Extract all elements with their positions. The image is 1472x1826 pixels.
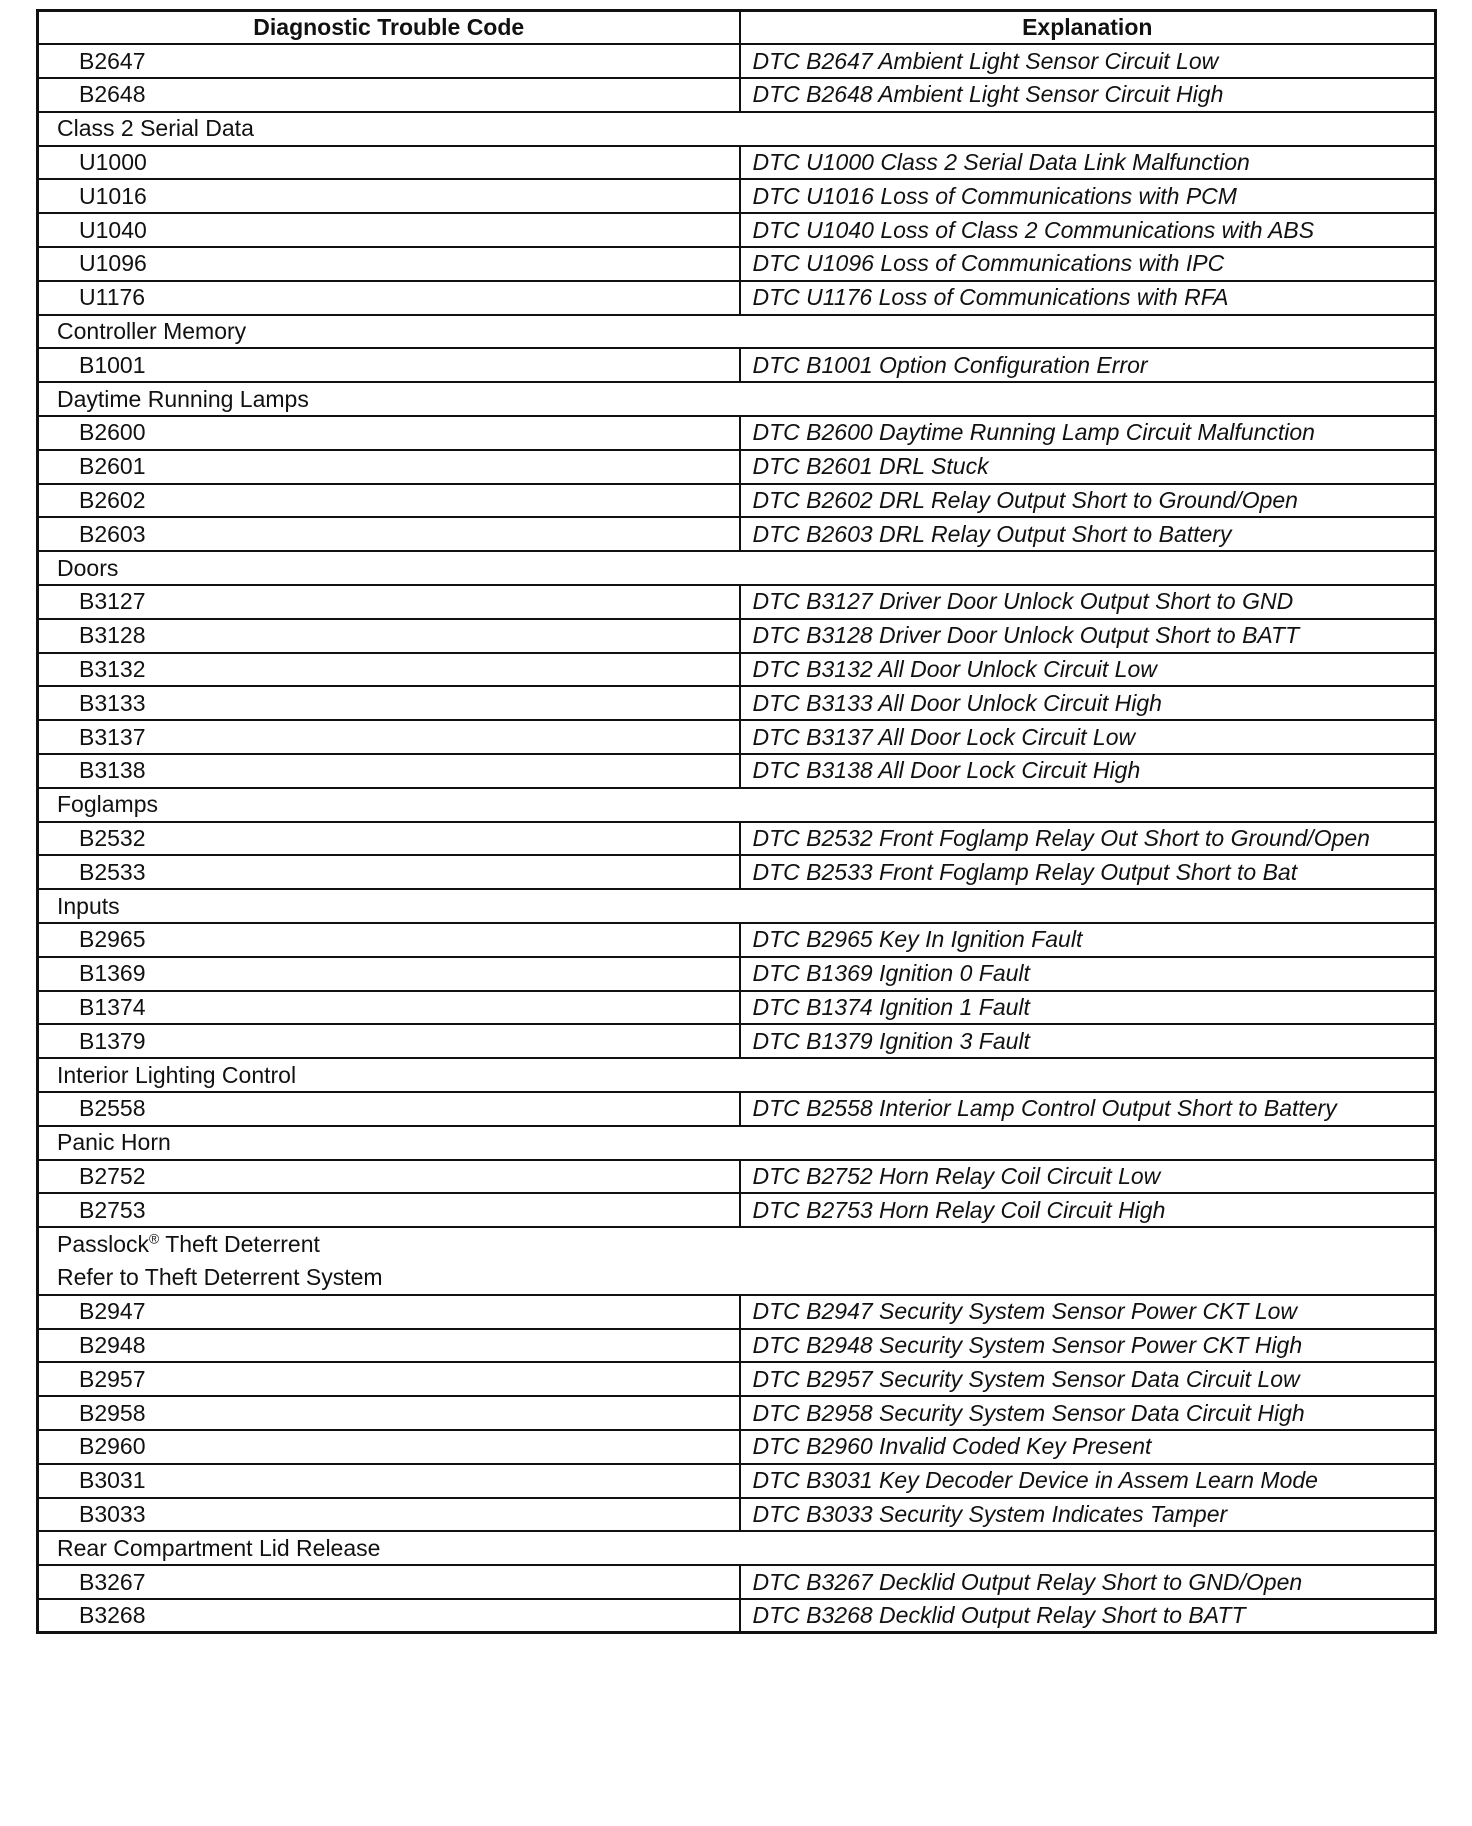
table-row (38, 179, 1436, 213)
section-row (38, 1227, 1436, 1261)
table-row (38, 720, 1436, 754)
table-row (38, 1599, 1436, 1633)
table-row (38, 754, 1436, 788)
section-label: Interior Lighting Control (57, 1061, 297, 1088)
dtc-code: B3127 (38, 585, 740, 619)
dtc-code: B1369 (38, 957, 740, 991)
section-label: Class 2 Serial Data (57, 115, 254, 142)
table-row (38, 653, 1436, 687)
section-label: Refer to Theft Deterrent System (57, 1263, 383, 1290)
dtc-explanation: DTC B2601 DRL Stuck (740, 450, 1436, 484)
dtc-code: U1000 (38, 146, 740, 180)
dtc-code: B2600 (38, 416, 740, 450)
dtc-explanation: DTC B2648 Ambient Light Sensor Circuit High (740, 78, 1436, 112)
dtc-explanation: DTC B2753 Horn Relay Coil Circuit High (740, 1193, 1436, 1227)
dtc-code: B2648 (38, 78, 740, 112)
table-row (38, 1329, 1436, 1363)
dtc-explanation: DTC B3031 Key Decoder Device in Assem Learn Mode (740, 1464, 1436, 1498)
table-row (38, 1160, 1436, 1194)
dtc-explanation: DTC B2947 Security System Sensor Power CKT Low (740, 1295, 1436, 1329)
dtc-explanation: DTC B2532 Front Foglamp Relay Out Short to Ground/Open (740, 822, 1436, 856)
header-row (38, 11, 1436, 45)
table-row (38, 281, 1436, 315)
table-row (38, 686, 1436, 720)
table-row (38, 1464, 1436, 1498)
table-row (38, 923, 1436, 957)
section-label: Inputs (57, 892, 120, 919)
dtc-explanation: DTC B3267 Decklid Output Relay Short to GND/Open (740, 1565, 1436, 1599)
dtc-code: U1176 (38, 281, 740, 315)
table-row (38, 585, 1436, 619)
dtc-explanation: DTC B1369 Ignition 0 Fault (740, 957, 1436, 991)
section-heading (38, 1227, 1436, 1261)
dtc-code: B3267 (38, 1565, 740, 1599)
dtc-explanation: DTC B2533 Front Foglamp Relay Output Short to Bat (740, 855, 1436, 889)
dtc-code: B3128 (38, 619, 740, 653)
table-row (38, 1024, 1436, 1058)
registered-mark: ® (149, 1231, 160, 1247)
table-row (38, 1092, 1436, 1126)
section-heading (38, 1531, 1436, 1565)
table-row (38, 517, 1436, 551)
table-row (38, 146, 1436, 180)
table-row (38, 1430, 1436, 1464)
section-heading (38, 551, 1436, 585)
table-row (38, 619, 1436, 653)
dtc-explanation: DTC B2647 Ambient Light Sensor Circuit Low (740, 44, 1436, 78)
section-heading (38, 315, 1436, 349)
table-row (38, 1362, 1436, 1396)
table-row (38, 1295, 1436, 1329)
dtc-explanation: DTC B3128 Driver Door Unlock Output Short to BATT (740, 619, 1436, 653)
dtc-code: B2532 (38, 822, 740, 856)
dtc-code: B2647 (38, 44, 740, 78)
dtc-explanation: DTC B2600 Daytime Running Lamp Circuit Malfunction (740, 416, 1436, 450)
section-heading (38, 1126, 1436, 1160)
table-row (38, 991, 1436, 1025)
dtc-code: B2965 (38, 923, 740, 957)
section-row (38, 112, 1436, 146)
dtc-explanation: DTC B3137 All Door Lock Circuit Low (740, 720, 1436, 754)
dtc-code: B2603 (38, 517, 740, 551)
dtc-explanation: DTC B2558 Interior Lamp Control Output Short to Battery (740, 1092, 1436, 1126)
dtc-explanation: DTC U1000 Class 2 Serial Data Link Malfunction (740, 146, 1436, 180)
section-row (38, 788, 1436, 822)
table-row (38, 213, 1436, 247)
section-label: Foglamps (57, 791, 158, 818)
dtc-code: U1040 (38, 213, 740, 247)
dtc-code: B1374 (38, 991, 740, 1025)
table-row (38, 822, 1436, 856)
table-row (38, 1565, 1436, 1599)
section-label: Daytime Running Lamps (57, 385, 309, 412)
dtc-code: B2602 (38, 484, 740, 518)
dtc-code: B2753 (38, 1193, 740, 1227)
section-row (38, 889, 1436, 923)
dtc-code: U1016 (38, 179, 740, 213)
table-row (38, 1193, 1436, 1227)
dtc-explanation: DTC B2602 DRL Relay Output Short to Ground/Open (740, 484, 1436, 518)
table-row (38, 957, 1436, 991)
dtc-table (36, 9, 1437, 1634)
header-code: Diagnostic Trouble Code (38, 11, 740, 45)
dtc-explanation: DTC B1374 Ignition 1 Fault (740, 991, 1436, 1025)
section-label: Controller Memory (57, 318, 247, 345)
dtc-explanation: DTC B3133 All Door Unlock Circuit High (740, 686, 1436, 720)
section-heading (38, 889, 1436, 923)
dtc-code: U1096 (38, 247, 740, 281)
table-row (38, 348, 1436, 382)
table-row (38, 1396, 1436, 1430)
dtc-explanation: DTC B2965 Key In Ignition Fault (740, 923, 1436, 957)
dtc-explanation: DTC B2960 Invalid Coded Key Present (740, 1430, 1436, 1464)
table-body (38, 44, 1436, 1632)
table-row (38, 450, 1436, 484)
dtc-explanation: DTC U1016 Loss of Communications with PCM (740, 179, 1436, 213)
table-row (38, 484, 1436, 518)
section-label: Rear Compartment Lid Release (57, 1534, 381, 1561)
dtc-code: B2601 (38, 450, 740, 484)
section-label: Passlock (57, 1231, 150, 1258)
section-heading (38, 788, 1436, 822)
dtc-code: B2948 (38, 1329, 740, 1363)
dtc-explanation: DTC B3132 All Door Unlock Circuit Low (740, 653, 1436, 687)
dtc-explanation: DTC U1040 Loss of Class 2 Communications with ABS (740, 213, 1436, 247)
dtc-code: B3133 (38, 686, 740, 720)
dtc-code: B2958 (38, 1396, 740, 1430)
table-row (38, 1498, 1436, 1532)
table-row (38, 44, 1436, 78)
table-row (38, 247, 1436, 281)
dtc-explanation: DTC B3033 Security System Indicates Tamper (740, 1498, 1436, 1532)
dtc-explanation: DTC B1379 Ignition 3 Fault (740, 1024, 1436, 1058)
dtc-code: B2533 (38, 855, 740, 889)
dtc-code: B2960 (38, 1430, 740, 1464)
section-heading (38, 1058, 1436, 1092)
section-row (38, 315, 1436, 349)
dtc-code: B3138 (38, 754, 740, 788)
section-row (38, 1058, 1436, 1092)
dtc-code: B3137 (38, 720, 740, 754)
section-heading (38, 1261, 1436, 1295)
dtc-explanation: DTC B3138 All Door Lock Circuit High (740, 754, 1436, 788)
dtc-code: B2957 (38, 1362, 740, 1396)
dtc-code: B2558 (38, 1092, 740, 1126)
dtc-explanation: DTC U1096 Loss of Communications with IPC (740, 247, 1436, 281)
dtc-code: B3033 (38, 1498, 740, 1532)
section-heading (38, 112, 1436, 146)
section-row (38, 1531, 1436, 1565)
section-label-suffix: Theft Deterrent (159, 1231, 320, 1258)
dtc-code: B3031 (38, 1464, 740, 1498)
dtc-explanation: DTC B2948 Security System Sensor Power CKT High (740, 1329, 1436, 1363)
dtc-explanation: DTC B2752 Horn Relay Coil Circuit Low (740, 1160, 1436, 1194)
dtc-code: B1379 (38, 1024, 740, 1058)
section-row (38, 1126, 1436, 1160)
dtc-explanation: DTC B3268 Decklid Output Relay Short to BATT (740, 1599, 1436, 1633)
section-heading (38, 382, 1436, 416)
table-row (38, 416, 1436, 450)
dtc-code: B2947 (38, 1295, 740, 1329)
section-label: Panic Horn (57, 1129, 171, 1156)
dtc-explanation: DTC B1001 Option Configuration Error (740, 348, 1436, 382)
table-row (38, 855, 1436, 889)
header-explanation: Explanation (740, 11, 1436, 45)
dtc-code: B2752 (38, 1160, 740, 1194)
section-row (38, 551, 1436, 585)
section-label: Doors (57, 554, 119, 581)
dtc-explanation: DTC B3127 Driver Door Unlock Output Short to GND (740, 585, 1436, 619)
dtc-explanation: DTC B2603 DRL Relay Output Short to Battery (740, 517, 1436, 551)
dtc-code: B1001 (38, 348, 740, 382)
dtc-explanation: DTC B2958 Security System Sensor Data Circuit High (740, 1396, 1436, 1430)
dtc-code: B3132 (38, 653, 740, 687)
section-row (38, 382, 1436, 416)
section-row (38, 1261, 1436, 1295)
dtc-explanation: DTC U1176 Loss of Communications with RFA (740, 281, 1436, 315)
table-row (38, 78, 1436, 112)
dtc-explanation: DTC B2957 Security System Sensor Data Circuit Low (740, 1362, 1436, 1396)
dtc-code: B3268 (38, 1599, 740, 1633)
